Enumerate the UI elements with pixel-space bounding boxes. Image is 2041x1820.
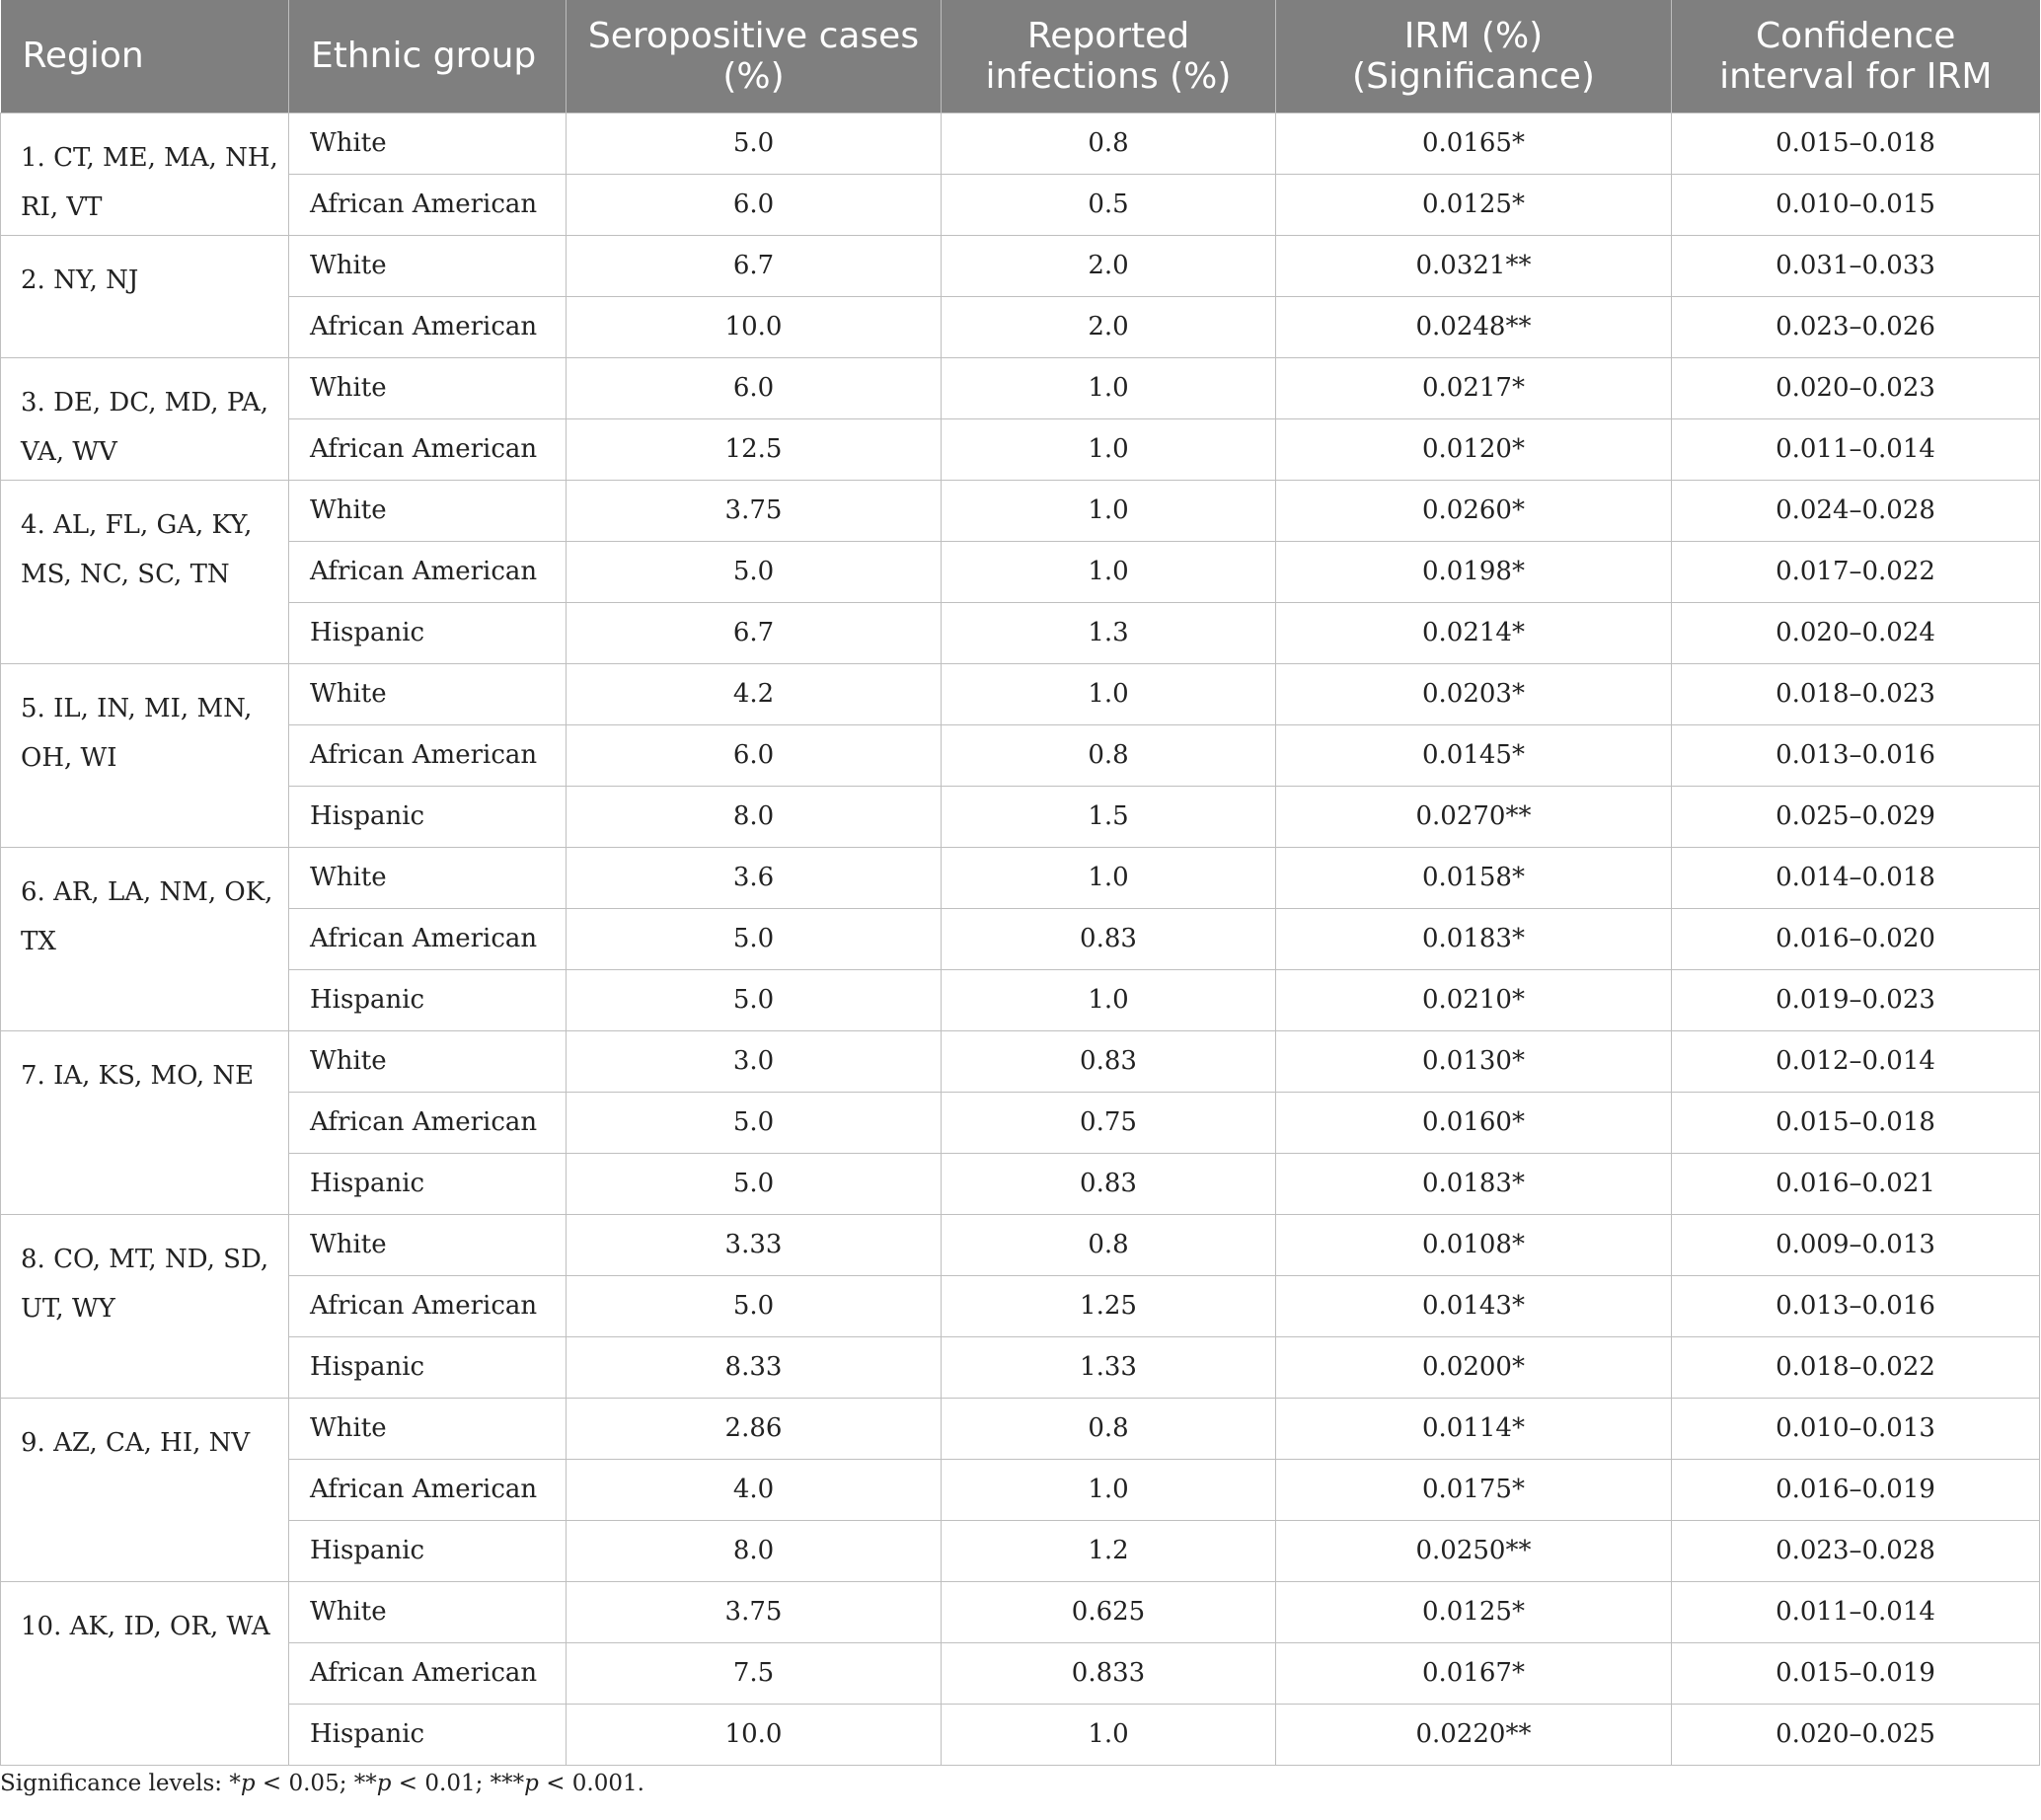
region-line2: VA, WV xyxy=(21,436,117,467)
ethnic-group-cell: Hispanic xyxy=(289,1336,567,1398)
table-row xyxy=(1,296,2040,357)
irm-cell: 0.0214* xyxy=(1276,602,1672,663)
irm-cell: 0.0143* xyxy=(1276,1275,1672,1336)
header-region xyxy=(1,0,289,113)
irm-cell: 0.0160* xyxy=(1276,1092,1672,1153)
irm-cell: 0.0165* xyxy=(1276,113,1672,174)
seropositive-cell: 6.0 xyxy=(567,357,942,418)
table-row xyxy=(1,357,2040,418)
ethnic-group-cell: African American xyxy=(289,541,567,602)
reported-infections-cell: 1.2 xyxy=(942,1520,1276,1581)
reported-infections-cell: 1.25 xyxy=(942,1275,1276,1336)
confidence-interval-cell: 0.011–0.014 xyxy=(1672,1581,2040,1642)
irm-cell: 0.0175* xyxy=(1276,1459,1672,1520)
footnote-stars: *** xyxy=(490,1771,525,1796)
table-row xyxy=(1,480,2040,541)
region-cell xyxy=(1,1214,289,1398)
footnote-threshold: < 0.05; xyxy=(255,1771,354,1796)
ethnic-group-cell: African American xyxy=(289,1275,567,1336)
confidence-interval-cell: 0.020–0.025 xyxy=(1672,1704,2040,1765)
irm-cell: 0.0203* xyxy=(1276,663,1672,724)
region-line1: 8. CO, MT, ND, SD, xyxy=(21,1244,269,1274)
header-irm-line2: (Significance) xyxy=(1352,55,1595,97)
reported-infections-cell: 1.5 xyxy=(942,786,1276,847)
ethnic-group-cell: White xyxy=(289,480,567,541)
confidence-interval-cell: 0.012–0.014 xyxy=(1672,1030,2040,1092)
header-ethnic-group-text: Ethnic group xyxy=(311,36,537,77)
header-confidence-interval xyxy=(1672,0,2040,113)
seropositive-cell: 3.75 xyxy=(567,1581,942,1642)
ethnic-group-cell: Hispanic xyxy=(289,1520,567,1581)
confidence-interval-cell: 0.016–0.021 xyxy=(1672,1153,2040,1214)
region-line1: 7. IA, KS, MO, NE xyxy=(21,1060,255,1091)
seropositive-cell: 5.0 xyxy=(567,908,942,969)
irm-cell: 0.0321** xyxy=(1276,235,1672,296)
seropositive-cell: 2.86 xyxy=(567,1398,942,1459)
table-row xyxy=(1,724,2040,786)
ethnic-group-cell: Hispanic xyxy=(289,786,567,847)
footnote-stars: * xyxy=(229,1771,241,1796)
confidence-interval-cell: 0.013–0.016 xyxy=(1672,724,2040,786)
reported-infections-cell: 1.0 xyxy=(942,418,1276,480)
confidence-interval-cell: 0.018–0.022 xyxy=(1672,1336,2040,1398)
confidence-interval-cell: 0.010–0.013 xyxy=(1672,1398,2040,1459)
footnote-item xyxy=(491,1771,644,1796)
confidence-interval-cell: 0.009–0.013 xyxy=(1672,1214,2040,1275)
confidence-interval-cell: 0.015–0.018 xyxy=(1672,1092,2040,1153)
region-cell xyxy=(1,663,289,847)
region-cell xyxy=(1,1030,289,1214)
confidence-interval-cell: 0.020–0.023 xyxy=(1672,357,2040,418)
irm-cell: 0.0210* xyxy=(1276,969,1672,1030)
header-region-text: Region xyxy=(22,36,144,77)
header-ci-line2: interval for IRM xyxy=(1719,55,1993,97)
header-reported-line1: Reported xyxy=(1026,15,1190,56)
irm-cell: 0.0183* xyxy=(1276,1153,1672,1214)
confidence-interval-cell: 0.018–0.023 xyxy=(1672,663,2040,724)
header-ci-line1: Confidence xyxy=(1756,15,1956,56)
footnote-threshold: < 0.01; xyxy=(391,1771,491,1796)
reported-infections-cell: 2.0 xyxy=(942,296,1276,357)
reported-infections-cell: 1.0 xyxy=(942,1704,1276,1765)
reported-infections-cell: 0.625 xyxy=(942,1581,1276,1642)
irm-cell: 0.0217* xyxy=(1276,357,1672,418)
confidence-interval-cell: 0.020–0.024 xyxy=(1672,602,2040,663)
seropositive-cell: 5.0 xyxy=(567,969,942,1030)
table-row xyxy=(1,908,2040,969)
reported-infections-cell: 0.83 xyxy=(942,1153,1276,1214)
seropositive-cell: 3.0 xyxy=(567,1030,942,1092)
region-cell xyxy=(1,480,289,663)
footnote-threshold: < 0.001. xyxy=(538,1771,644,1796)
confidence-interval-cell: 0.016–0.020 xyxy=(1672,908,2040,969)
seropositive-cell: 5.0 xyxy=(567,1153,942,1214)
region-line1: 5. IL, IN, MI, MN, xyxy=(21,693,253,723)
region-line2: TX xyxy=(21,926,56,956)
region-line1: 3. DE, DC, MD, PA, xyxy=(21,387,268,417)
table-header xyxy=(1,0,2040,113)
ethnic-group-cell: White xyxy=(289,847,567,908)
footnote-p: p xyxy=(376,1771,392,1796)
region-line1: 9. AZ, CA, HI, NV xyxy=(21,1427,251,1458)
ethnic-group-cell: African American xyxy=(289,1642,567,1704)
reported-infections-cell: 0.833 xyxy=(942,1642,1276,1704)
header-irm xyxy=(1276,0,1672,113)
reported-infections-cell: 1.0 xyxy=(942,357,1276,418)
table-row xyxy=(1,1398,2040,1459)
seropositive-cell: 6.7 xyxy=(567,602,942,663)
irm-cell: 0.0125* xyxy=(1276,174,1672,235)
confidence-interval-cell: 0.031–0.033 xyxy=(1672,235,2040,296)
reported-infections-cell: 1.0 xyxy=(942,541,1276,602)
seropositive-cell: 8.0 xyxy=(567,1520,942,1581)
reported-infections-cell: 0.83 xyxy=(942,908,1276,969)
header-seropositive-line1: Seropositive cases xyxy=(587,15,920,56)
irm-cell: 0.0145* xyxy=(1276,724,1672,786)
reported-infections-cell: 1.3 xyxy=(942,602,1276,663)
region-line2: OH, WI xyxy=(21,742,117,773)
seropositive-cell: 10.0 xyxy=(567,1704,942,1765)
region-line2: RI, VT xyxy=(21,191,103,222)
table-row xyxy=(1,1153,2040,1214)
seropositive-cell: 5.0 xyxy=(567,541,942,602)
ethnic-group-cell: Hispanic xyxy=(289,969,567,1030)
region-line1: 6. AR, LA, NM, OK, xyxy=(21,876,273,907)
table-row xyxy=(1,235,2040,296)
confidence-interval-cell: 0.023–0.026 xyxy=(1672,296,2040,357)
region-cell xyxy=(1,1581,289,1765)
reported-infections-cell: 2.0 xyxy=(942,235,1276,296)
seropositive-cell: 6.0 xyxy=(567,174,942,235)
table-row xyxy=(1,847,2040,908)
table-row xyxy=(1,1642,2040,1704)
ethnic-group-cell: White xyxy=(289,113,567,174)
table-row xyxy=(1,541,2040,602)
confidence-interval-cell: 0.025–0.029 xyxy=(1672,786,2040,847)
seropositive-cell: 6.7 xyxy=(567,235,942,296)
ethnic-group-cell: African American xyxy=(289,724,567,786)
irm-cell: 0.0248** xyxy=(1276,296,1672,357)
seropositive-cell: 7.5 xyxy=(567,1642,942,1704)
table-body xyxy=(1,113,2040,1765)
irm-cell: 0.0183* xyxy=(1276,908,1672,969)
reported-infections-cell: 0.8 xyxy=(942,1214,1276,1275)
region-cell xyxy=(1,357,289,480)
confidence-interval-cell: 0.023–0.028 xyxy=(1672,1520,2040,1581)
irm-cell: 0.0270** xyxy=(1276,786,1672,847)
table-row xyxy=(1,1214,2040,1275)
table-row xyxy=(1,1520,2040,1581)
confidence-interval-cell: 0.015–0.019 xyxy=(1672,1642,2040,1704)
header-ethnic-group xyxy=(289,0,567,113)
confidence-interval-cell: 0.014–0.018 xyxy=(1672,847,2040,908)
seropositive-cell: 5.0 xyxy=(567,1092,942,1153)
table-row xyxy=(1,113,2040,174)
footnote xyxy=(0,1771,644,1796)
seropositive-cell: 5.0 xyxy=(567,1275,942,1336)
region-line1: 2. NY, NJ xyxy=(21,265,139,295)
region-cell xyxy=(1,113,289,235)
reported-infections-cell: 1.0 xyxy=(942,480,1276,541)
confidence-interval-cell: 0.016–0.019 xyxy=(1672,1459,2040,1520)
ethnic-group-cell: African American xyxy=(289,418,567,480)
irm-cell: 0.0220** xyxy=(1276,1704,1672,1765)
reported-infections-cell: 0.75 xyxy=(942,1092,1276,1153)
ethnic-group-cell: African American xyxy=(289,174,567,235)
footnote-p: p xyxy=(240,1771,256,1796)
table-row xyxy=(1,786,2040,847)
table-row xyxy=(1,1704,2040,1765)
reported-infections-cell: 0.5 xyxy=(942,174,1276,235)
seropositive-cell: 12.5 xyxy=(567,418,942,480)
reported-infections-cell: 1.0 xyxy=(942,969,1276,1030)
seropositive-cell: 3.75 xyxy=(567,480,942,541)
table-row xyxy=(1,1336,2040,1398)
ethnic-group-cell: White xyxy=(289,1398,567,1459)
ethnic-group-cell: White xyxy=(289,235,567,296)
header-reported xyxy=(942,0,1276,113)
header-reported-line2: infections (%) xyxy=(985,55,1232,97)
ethnic-group-cell: African American xyxy=(289,296,567,357)
ethnic-group-cell: African American xyxy=(289,908,567,969)
irm-cell: 0.0167* xyxy=(1276,1642,1672,1704)
region-line1: 1. CT, ME, MA, NH, xyxy=(21,142,278,173)
footnote-item xyxy=(229,1771,353,1796)
table-row xyxy=(1,969,2040,1030)
header-seropositive xyxy=(567,0,942,113)
seropositive-cell: 8.33 xyxy=(567,1336,942,1398)
header-irm-line1: IRM (%) xyxy=(1403,15,1544,56)
irm-cell: 0.0158* xyxy=(1276,847,1672,908)
ethnic-group-cell: Hispanic xyxy=(289,602,567,663)
table-row xyxy=(1,418,2040,480)
confidence-interval-cell: 0.013–0.016 xyxy=(1672,1275,2040,1336)
confidence-interval-cell: 0.019–0.023 xyxy=(1672,969,2040,1030)
region-line1: 10. AK, ID, OR, WA xyxy=(21,1611,270,1641)
ethnic-group-cell: White xyxy=(289,357,567,418)
irm-cell: 0.0260* xyxy=(1276,480,1672,541)
ethnic-group-cell: Hispanic xyxy=(289,1153,567,1214)
reported-infections-cell: 0.8 xyxy=(942,724,1276,786)
table-row xyxy=(1,1581,2040,1642)
reported-infections-cell: 1.0 xyxy=(942,847,1276,908)
table-row xyxy=(1,663,2040,724)
confidence-interval-cell: 0.017–0.022 xyxy=(1672,541,2040,602)
table-row xyxy=(1,602,2040,663)
ethnic-group-cell: African American xyxy=(289,1092,567,1153)
seropositive-cell: 4.2 xyxy=(567,663,942,724)
ethnic-group-cell: White xyxy=(289,663,567,724)
reported-infections-cell: 0.8 xyxy=(942,1398,1276,1459)
footnote-item xyxy=(354,1771,491,1796)
table-row xyxy=(1,1459,2040,1520)
irm-cell: 0.0114* xyxy=(1276,1398,1672,1459)
table-row xyxy=(1,1275,2040,1336)
region-line1: 4. AL, FL, GA, KY, xyxy=(21,509,253,540)
reported-infections-cell: 1.33 xyxy=(942,1336,1276,1398)
ethnic-group-cell: African American xyxy=(289,1459,567,1520)
seropositive-cell: 8.0 xyxy=(567,786,942,847)
ethnic-group-cell: White xyxy=(289,1030,567,1092)
region-cell xyxy=(1,847,289,1030)
table-row xyxy=(1,174,2040,235)
header-seropositive-line2: (%) xyxy=(722,55,785,97)
seropositive-cell: 3.6 xyxy=(567,847,942,908)
region-line2: UT, WY xyxy=(21,1293,115,1324)
footnote-lead: Significance levels: xyxy=(0,1771,230,1796)
confidence-interval-cell: 0.011–0.014 xyxy=(1672,418,2040,480)
irm-cell: 0.0198* xyxy=(1276,541,1672,602)
confidence-interval-cell: 0.024–0.028 xyxy=(1672,480,2040,541)
ethnic-group-cell: White xyxy=(289,1214,567,1275)
ethnic-group-cell: White xyxy=(289,1581,567,1642)
table-row xyxy=(1,1030,2040,1092)
region-line2: MS, NC, SC, TN xyxy=(21,559,230,589)
ethnic-group-cell: Hispanic xyxy=(289,1704,567,1765)
irm-cell: 0.0108* xyxy=(1276,1214,1672,1275)
irm-cell: 0.0120* xyxy=(1276,418,1672,480)
region-cell xyxy=(1,235,289,357)
seropositive-cell: 10.0 xyxy=(567,296,942,357)
irm-cell: 0.0250** xyxy=(1276,1520,1672,1581)
irm-cell: 0.0125* xyxy=(1276,1581,1672,1642)
confidence-interval-cell: 0.015–0.018 xyxy=(1672,113,2040,174)
seropositive-cell: 5.0 xyxy=(567,113,942,174)
reported-infections-cell: 0.8 xyxy=(942,113,1276,174)
seropositive-cell: 4.0 xyxy=(567,1459,942,1520)
footnote-p: p xyxy=(524,1771,539,1796)
irm-cell: 0.0130* xyxy=(1276,1030,1672,1092)
seropositive-cell: 6.0 xyxy=(567,724,942,786)
confidence-interval-cell: 0.010–0.015 xyxy=(1672,174,2040,235)
reported-infections-cell: 1.0 xyxy=(942,1459,1276,1520)
reported-infections-cell: 1.0 xyxy=(942,663,1276,724)
footnote-stars: ** xyxy=(353,1771,377,1796)
header-row xyxy=(1,0,2040,113)
reported-infections-cell: 0.83 xyxy=(942,1030,1276,1092)
region-cell xyxy=(1,1398,289,1581)
seropositive-cell: 3.33 xyxy=(567,1214,942,1275)
table-row xyxy=(1,1092,2040,1153)
irm-cell: 0.0200* xyxy=(1276,1336,1672,1398)
